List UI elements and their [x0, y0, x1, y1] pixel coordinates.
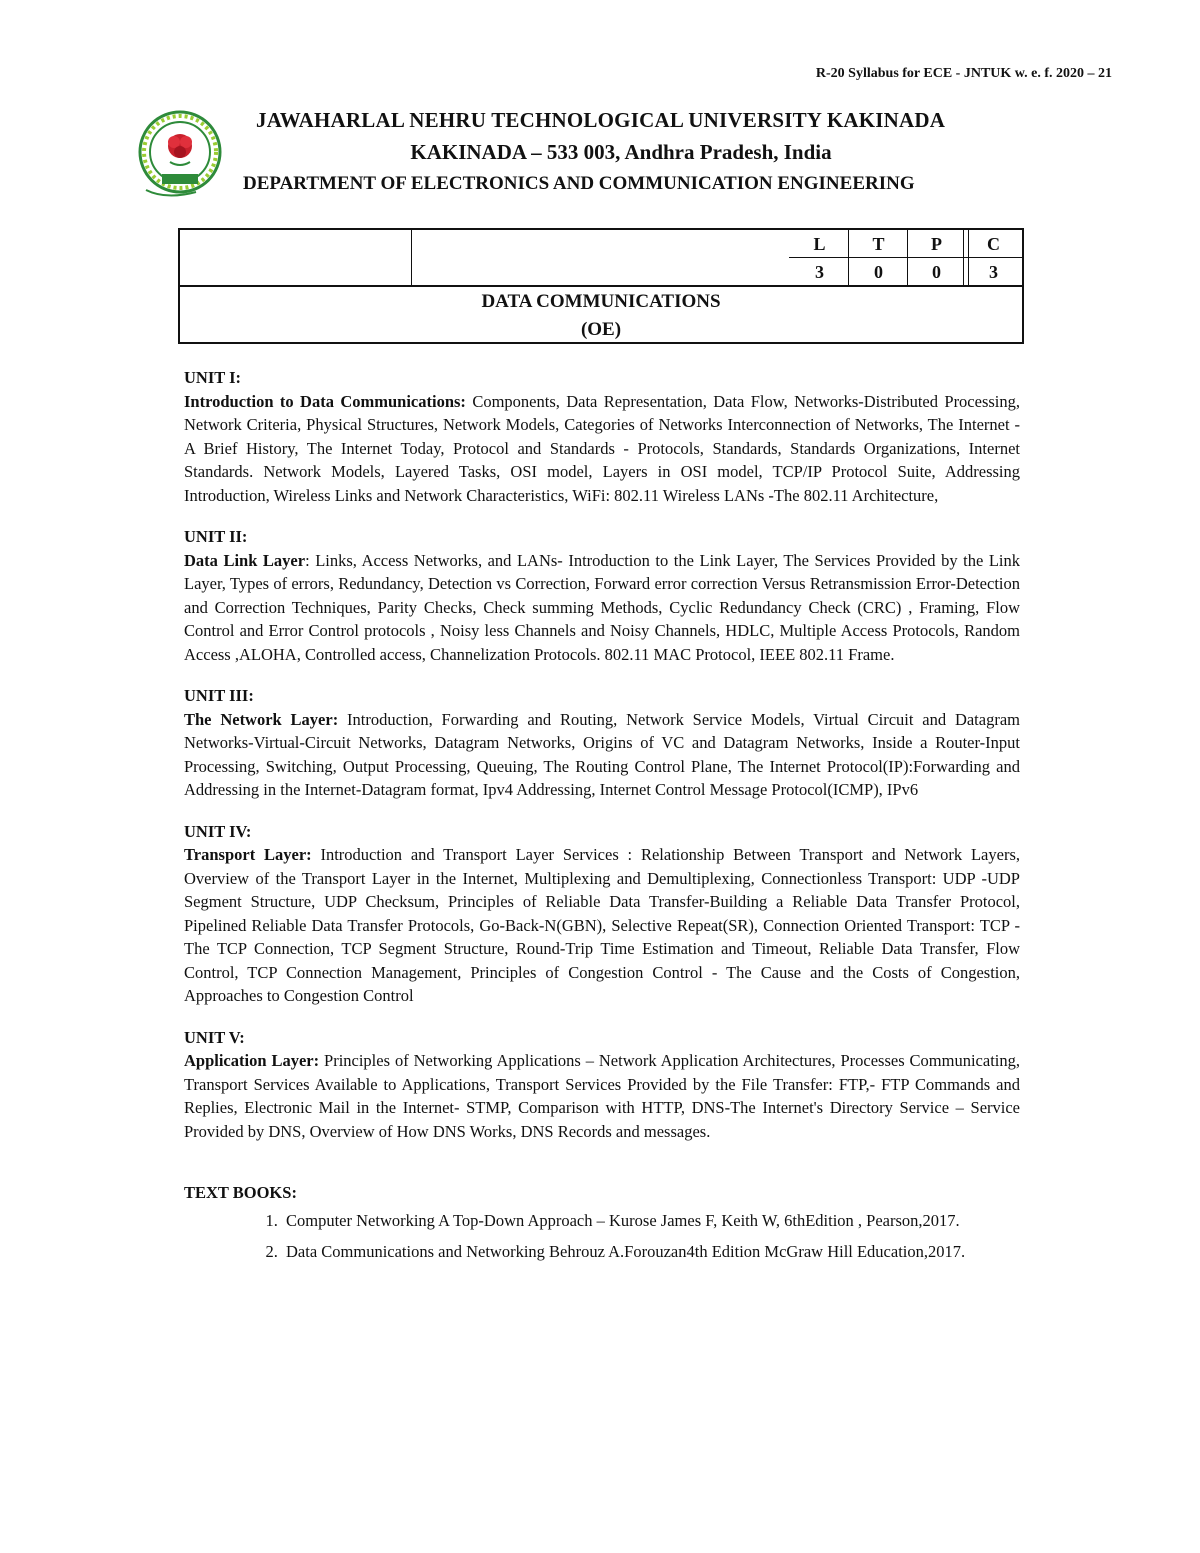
unit-heading: UNIT II:	[184, 527, 248, 546]
department-name: DEPARTMENT OF ELECTRONICS AND COMMUNICATION ENGINEERING	[243, 173, 915, 194]
ltpc-divider	[848, 230, 849, 285]
ltpc-header-t: T	[872, 234, 885, 254]
textbook-item: 1. Computer Networking A Top-Down Approach – Kurose James F, Keith W, 6thEdition , Pearson,2017.	[282, 1209, 1020, 1233]
course-title: DATA COMMUNICATIONS	[481, 291, 721, 312]
unit-topic: Application Layer:	[184, 1051, 320, 1070]
unit-body	[184, 390, 1020, 508]
unit-section	[184, 366, 1020, 507]
unit-section	[184, 684, 1020, 802]
unit-topic: Transport Layer:	[184, 845, 312, 864]
ltpc-header-l: L	[813, 234, 826, 254]
textbooks-list	[184, 1209, 1020, 1264]
course-title-block	[180, 288, 1022, 344]
table-cell-empty-1	[180, 230, 412, 285]
unit-text: Introduction, Forwarding and Routing, Network Service Models, Virtual Circuit and Datagram Networks-Virtual-Circuit Networks, Datagram Networks, Origins of VC and Datagram Networks, Inside a Router-Input Processing, Switching, Output Processing, Queuing, The Routing Control Plane, The Internet Protocol(IP):Forwarding and Addressing in the Internet-Datagram format, Ipv4 Addressing, Internet Control Message Protocol(ICMP), IPv6	[184, 709, 1020, 799]
unit-topic: The Network Layer:	[184, 709, 339, 729]
unit-section	[184, 1026, 1020, 1144]
unit-text: Components, Data Representation, Data Flow, Networks-Distributed Processing, Network Criteria, Physical Structures, Network Models, Categories of Networks Interconnection of Networks, The Internet - A Brief History, The Internet Today, Protocol and Standards - Protocols, Standards, Standards Organizations, Internet Standards. Network Models, Layered Tasks, OSI model, Layers in OSI model, TCP/IP Protocol Suite, Addressing Introduction, Wireless Links and Network Characteristics, WiFi: 802.11 Wireless LANs -The 802.11 Architecture,	[184, 391, 1021, 505]
ltpc-value-l: 3	[815, 262, 824, 282]
unit-heading: UNIT IV:	[184, 821, 252, 841]
unit-body	[184, 549, 1020, 667]
ltpc-value-p: 0	[932, 262, 941, 282]
logo-seal-icon	[136, 104, 234, 204]
unit-topic: Data Link Layer	[184, 550, 306, 570]
textbook-item: 2. Data Communications and Networking Behrouz A.Forouzan4th Edition McGraw Hill Education,2017.	[282, 1240, 1020, 1264]
unit-text: : Links, Access Networks, and LANs- Introduction to the Link Layer, The Services Provided by the Link Layer, Types of errors, Redundancy, Detection vs Correction, Forward error correction Versus Retransmission Error-Detection and Correction Techniques, Parity Checks, Check summing Methods, Cyclic Redundancy Check (CRC) , Framing, Flow Control and Error Control protocols , Noisy less Channels and Noisy Channels, HDLC, Multiple Access Protocols, Random Access ,ALOHA, Controlled access, Channelization Protocols. 802.11 MAC Protocol, IEEE 802.11 Frame.	[184, 550, 1020, 664]
unit-text: Introduction and Transport Layer Services : Relationship Between Transport and Network Layers, Overview of the Transport Layer in the Internet, Multiplexing and Demultiplexing, Connectionless Transport: UDP -UDP Segment Structure, UDP Checksum, Principles of Reliable Data Transfer-Building a Reliable Data Transfer Protocol, Pipelined Reliable Data Transfer Protocols, Go-Back-N(GBN), Selective Repeat(SR), Connection Oriented Transport: TCP - The TCP Connection, TCP Segment Structure, Round-Trip Time Estimation and Timeout, Reliable Data Transfer, Flow Control, TCP Connection Management, Principles of Congestion Control - The Cause and the Costs of Congestion, Approaches to Congestion Control	[184, 845, 1020, 1005]
university-name: JAWAHARLAL NEHRU TECHNOLOGICAL UNIVERSITY KAKINADA	[256, 108, 946, 132]
ltpc-header-c: C	[987, 234, 1000, 254]
syllabus-content	[184, 366, 1020, 1272]
unit-text: Principles of Networking Applications – Network Application Architectures, Processes Communicating, Transport Services Available to Applications, Transport Services Provided by the File Transfer: FTP,- FTP Commands and Replies, Electronic Mail in the Internet- STMP, Comparison with HTTP, DNS-The Internet's Directory Service – Service Provided by DNS, Overview of How DNS Works, DNS Records and messages.	[184, 1051, 1020, 1141]
ltpc-value-t: 0	[874, 262, 883, 282]
unit-section	[184, 820, 1020, 1008]
university-logo	[136, 104, 234, 204]
textbooks-heading: TEXT BOOKS:	[184, 1183, 297, 1202]
ltpc-header-p: P	[931, 234, 942, 254]
unit-heading: UNIT V:	[184, 1027, 245, 1047]
unit-body	[184, 708, 1020, 802]
ltpc-value-c: 3	[989, 262, 998, 282]
header-note: R-20 Syllabus for ECE - JNTUK w. e. f. 2020 – 21	[815, 66, 1112, 81]
course-info-table	[178, 228, 1024, 344]
unit-topic: Introduction to Data Communications:	[184, 391, 466, 411]
unit-heading: UNIT III:	[184, 686, 254, 705]
unit-section	[184, 525, 1020, 666]
course-subtitle: (OE)	[580, 319, 622, 340]
unit-heading: UNIT I:	[184, 368, 242, 387]
unit-body	[184, 843, 1020, 1008]
ltpc-divider	[789, 257, 1022, 258]
university-address: KAKINADA – 533 003, Andhra Pradesh, India	[410, 140, 832, 164]
unit-body	[184, 1049, 1020, 1143]
